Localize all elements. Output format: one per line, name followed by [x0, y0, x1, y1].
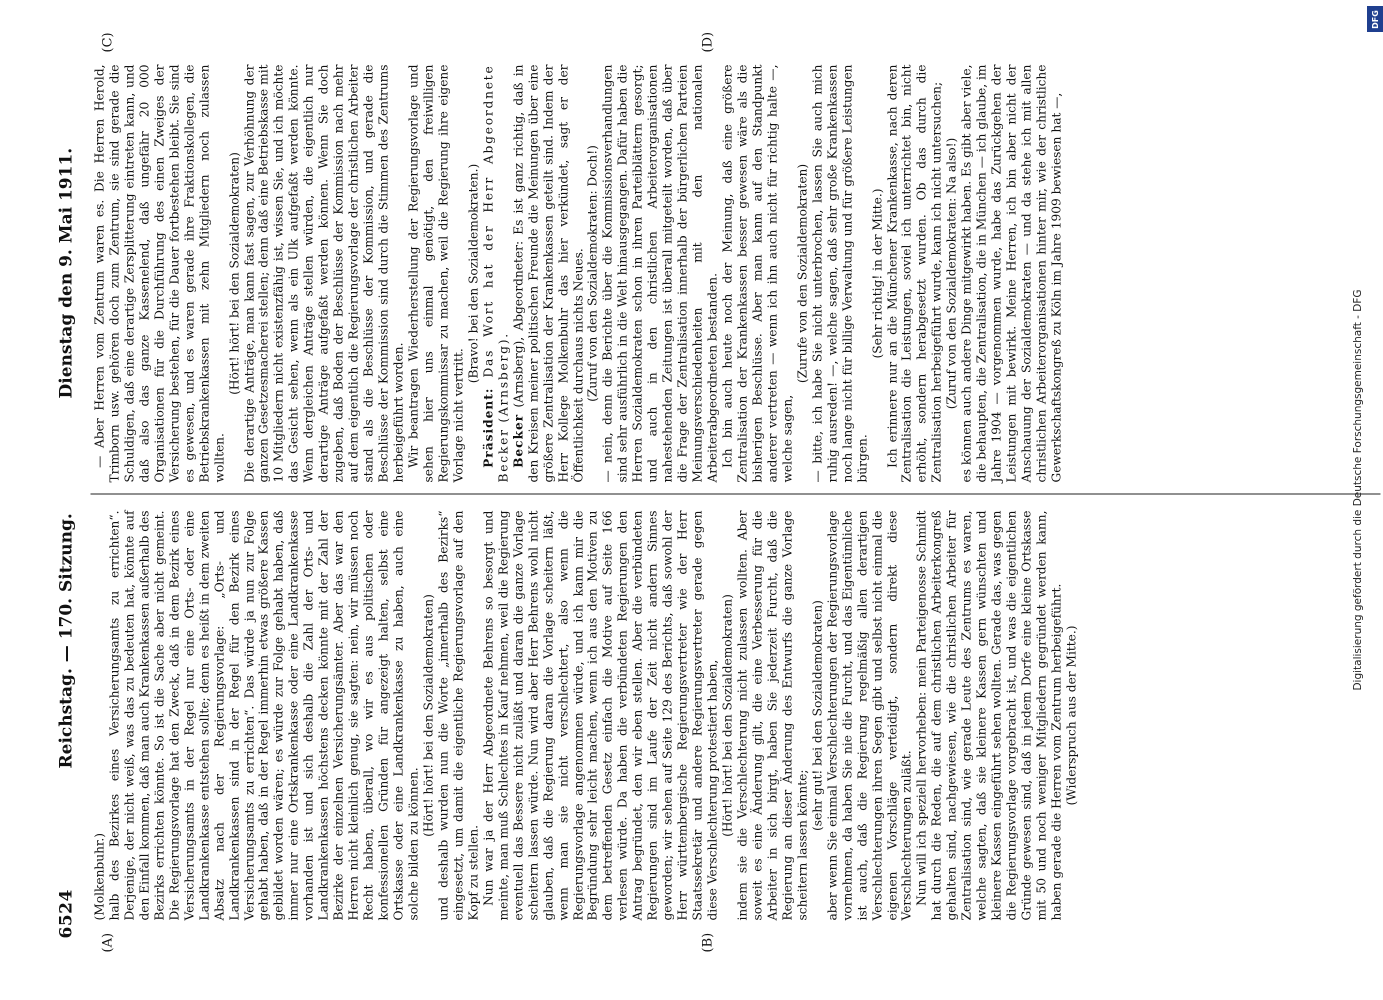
digitization-credit: Digitalisierung gefördert durch die Deutsche Forschungsgemeinschaft - DFG: [1352, 289, 1364, 691]
margin-marker-a: (A): [100, 932, 115, 952]
paragraph: es können auch andere Dinge mitgewirkt haben. Es gibt aber viele, die behaupten, die Zentralisation, die in München — ich glaube, im Jahre 1904 — vorgenommen wurde, habe das Zurückgehen der Leistungen mit bewirkt. Meine Herren, ich bin aber nicht der Anschauung der Sozialdemokraten — und da stehe ich mit allen christlichen Arbeiterorganisationen hinter mir, wie der christliche Gewerkschaftskongreß zu Köln im Jahre 1909 bewiesen hat —,: [959, 64, 1063, 482]
interjection: (Widerspruch aus der Mitte.): [1063, 624, 1078, 806]
interjection: (Zurufe von den Sozialdemokraten): [794, 163, 809, 383]
paragraph: Das Wort hat der Herr Abgeordnete Becker (Arnsberg).: [480, 63, 510, 482]
margin-marker-b: (B): [700, 932, 715, 952]
margin-marker-c: (C): [100, 31, 115, 52]
paragraph: Ich bin auch heute noch der Meinung, daß eine größere Zentralisation der Krankenkassen besser gewesen wäre als die bisherigen Beschlüsse. Aber man kann auf den Standpunkt anderer vertreten — wenn ich ihn auch nicht für richtig halte —, welche sagen,: [720, 64, 794, 482]
dfg-logo-icon: [1367, 6, 1383, 32]
dfg-logo-text: DFG: [1370, 9, 1380, 29]
paragraph: (Arnsberg), Abgeordneter: Es ist ganz richtig, daß in den Kreisen meiner politischen Freunde die Meinungen über eine größere Zentralisation der Krankenkassen geteilt sind. Indem der Herr Kollege Molkenbuhr das hier verkündet, sagt er der Öffentlichkeit durchaus nichts Neues.: [510, 64, 585, 482]
speaker-continuation: (Molkenbuhr.): [92, 832, 106, 920]
paragraph: — nein, denn die Berichte über die Kommissionsverhandlungen sind sehr ausführlich in die Welt hinausgegangen. Dafür haben die Herren Sozialdemokraten schon in ihren Parteiblättern gesorgt; und auch in den christlichen Arbeiterorganisationen nahestehenden Zeitungen ist überall mitgeteilt worden, daß über die Frage der Zentralisation innerhalb der bürgerlichen Parteien Meinungsverschiedenheiten mit den nationalen Arbeiterabgeordneten bestanden.: [600, 64, 720, 482]
interjection: (sehr gut! bei den Sozialdemokraten): [809, 599, 824, 831]
paragraph: Die derartige Anträge, man kann fast sagen, zur Verhöhnung der ganzen Gesetzesmacherei stellen; denn daß eine Betriebskasse mit 10 Mitgliedern nicht existenzfähig ist, wissen Sie, und ich möchte das Gesicht sehen, wenn als ein Ulk aufgefaßt werden könnte. Wenn dergleichen Anträge stellen würden, die eigentlich nur derartige Anträge aufgefaßt werden können. Wenn Sie doch zugeben, daß Boden der Beschlüsse der Kommission nach mehr auf dem eigentlich die Regierungsvorlage der christlichen Arbeiter stand als die Beschlüsse der Kommission, und gerade die Beschlüsse der Kommission sind durch die Stimmen des Zentrums herbeigeführt worden.: [241, 64, 406, 482]
paragraph: Ich erinnere nur an die Münchener Krankenkasse, nach deren Zentralisation die Leistungen, soviel ich unterrichtet bin, nicht erhöht, sondern herabgesetzt wurden. Ob das durch die Zentralisation herbeigeführt wurde, kann ich nicht untersuchen;: [884, 64, 944, 482]
interjection: (Zuruf von den Sozialdemokraten: Doch!): [585, 144, 600, 402]
interjection: (Bravo! bei den Sozialdemokraten.): [465, 163, 480, 383]
paragraph: und deshalb wurden nun die Worte „innerhalb des Bezirks“ eingesetzt, um damit die eigentliche Regierungsvorlage auf den Kopf zu stellen.: [435, 510, 480, 920]
left-column: [92, 510, 1079, 920]
page-header: [56, 22, 82, 978]
paragraph: — Aber Herren vom Zentrum waren es. Die Herren Herold, Trimborn usw. gehören doch zum Zentrum, sie sind gerade die Schuldigen, daß eine derartige Zersplitterung eintreten kann, und daß also das ganze Kassenelend, daß ungefähr 20 000 Organisationen für die Durchführung des einen Zweiges der Versicherung bestehen, für die Dauer fortbestehen bleibt. Sie sind es gewesen, und es waren gerade ihre Fraktionskollegen, die Betriebskrankenkassen mit zehn Mitgliedern noch zulassen wollten.: [92, 64, 226, 482]
right-column: [92, 64, 1064, 482]
interjection: (Hört! hört! bei den Sozialdemokraten): [720, 593, 735, 837]
right-running-title: Dienstag den 9. Mai 1911.: [56, 147, 76, 398]
paragraph: Nun will ich speziell hervorheben: mein Parteigenosse Schmidt hat durch die Reden, die auf dem christlichen Arbeiterkongreß gehalten sind, nachgewiesen, wie die christlichen Arbeiter für Zentralisation sind, wie gerade Leute des Zentrums es waren, welche sagten, daß sie kleinere Kassen gern wünschten und kleinere Kassen eingeführt sehen wollten. Gerade das, was gegen die Regierungsvorlage vorgebracht ist, und was die eigentlichen Gründe gewesen sind, daß in jedem Dorfe eine kleine Ortskasse mit 50 und noch weniger Mitgliedern gegründet werden kann, haben gerade die Herren vom Zentrum herbeigeführt.: [914, 510, 1063, 920]
column-divider: [90, 493, 1380, 494]
paragraph: — bitte, ich habe Sie nicht unterbrochen, lassen Sie auch mich ruhig ausreden! —, welche sagen, daß sehr große Krankenkassen noch lange nicht für billige Verwaltung und für größere Leistungen bürgen.: [809, 64, 869, 482]
paragraph: halb des Bezirkes eines Versicherungsamts zu errichten“. Derjenige, der nicht weiß, was das zu bedeuten hat, könnte auf den Einfall kommen, daß man auch Krankenkassen außerhalb des Bezirks errichten könnte. So ist die Sache aber nicht gemeint. Die Regierungsvorlage hat den Zweck, daß in dem Bezirk eines Versicherungsamts in der Regel nur eine Orts- oder eine Landkrankenkasse entstehen sollte; denn es heißt in dem zweiten Absatz nach der Regierungsvorlage: „Orts- und Landkrankenkassen sind in der Regel für den Bezirk eines Versicherungsamts zu errichten“. Das würde ja nun zur Folge gehabt haben, daß in der Regel immerhin etwas größere Kassen gebildet worden wären; es würde zur Folge gehabt haben, daß immer nur eine Ortskrankenkasse oder eine Landkrankenkasse vorhanden ist und sich deshalb die Zahl der Orts- und Landkrankenkassen höchstens decken könnte mit der Zahl der Bezirke der einzelnen Versicherungsämter. Aber das war den Herren nicht kleinlich genug, sie sagten: nein, wir müssen noch Recht haben, überall, wo wir es aus politischen oder konfessionellen Gründen für angezeigt halten, selbst eine Ortskasse oder eine Landkrankenkasse zu haben, auch eine solche bilden zu können.: [106, 510, 421, 920]
interjection: (Hört! hört! bei den Sozialdemokraten): [226, 151, 241, 395]
speaker-becker: Becker: [510, 413, 525, 468]
left-running-title: Reichstag. — 170. Sitzung.: [56, 512, 76, 768]
paragraph: aber wenn Sie einmal Verschlechterungen der Regierungsvorlage vornehmen, da haben Sie nie die Furcht, und das Eigentümliche ist auch, daß die Regierung regelmäßig allen derartigen Verschlechterungen ihren Segen gibt und selbst nicht einmal die eigenen Vorschläge verteidigt, sondern direkt diese Verschlechterungen zuläßt.: [824, 510, 914, 920]
paragraph: Nun war ja der Herr Abgeordnete Behrens so besorgt und meinte, man muß Schlechtes in Kauf nehmen, weil die Regierung eventuell das Bessere nicht zuläßt und daran die ganze Vorlage scheitern lassen würde. Nun wird aber Herr Behrens wohl nicht glauben, daß die Regierung daran die Vorlage scheitern läßt, wenn man sie nicht verschlechtert, also wenn die Regierungsvorlage angenommen würde, und ich kann mir die Begründung sehr leicht machen, wenn ich aus den Motiven zu dem betreffenden Gesetz einfach die Motive auf Seite 166 verlesen würde. Da haben die verbündeten Regierungen den Antrag begründet, den wir eben stellen. Aber die verbündeten Regierungen sind im Laufe der Zeit nicht andern Sinnes geworden; wir sehen auf Seite 129 des Berichts, daß sowohl der Herr württembergische Regierungsvertreter wie der Herr Staatssekretär und andere Regierungsvertreter gerade gegen diese Verschlechterung protestiert haben,: [480, 510, 720, 920]
margin-marker-d: (D): [700, 31, 715, 52]
interjection: (Sehr richtig! in der Mitte.): [869, 188, 884, 358]
interjection: (Hört! hört! bei den Sozialdemokraten): [420, 593, 435, 837]
paragraph: indem sie die Verschlechterung nicht zulassen wollten. Aber soweit es eine Änderung gilt, die eine Verbesserung für die Arbeiter in sich birgt, haben Sie jederzeit Furcht, daß die Regierung an dieser Änderung des Entwurfs die ganze Vorlage scheitern lassen könnte;: [734, 510, 809, 920]
speaker-president: Präsident:: [480, 387, 495, 468]
paragraph: Wir beantragen Wiederherstellung der Regierungsvorlage und sehen hier uns einmal genötigt, den freiwilligen Regierungskommissar zu machen, weil die Regierung ihre eigene Vorlage nicht vertritt.: [406, 64, 465, 482]
page-number: 6524: [56, 888, 76, 938]
interjection: (Zuruf von den Sozialdemokraten: Na also!): [944, 137, 959, 409]
